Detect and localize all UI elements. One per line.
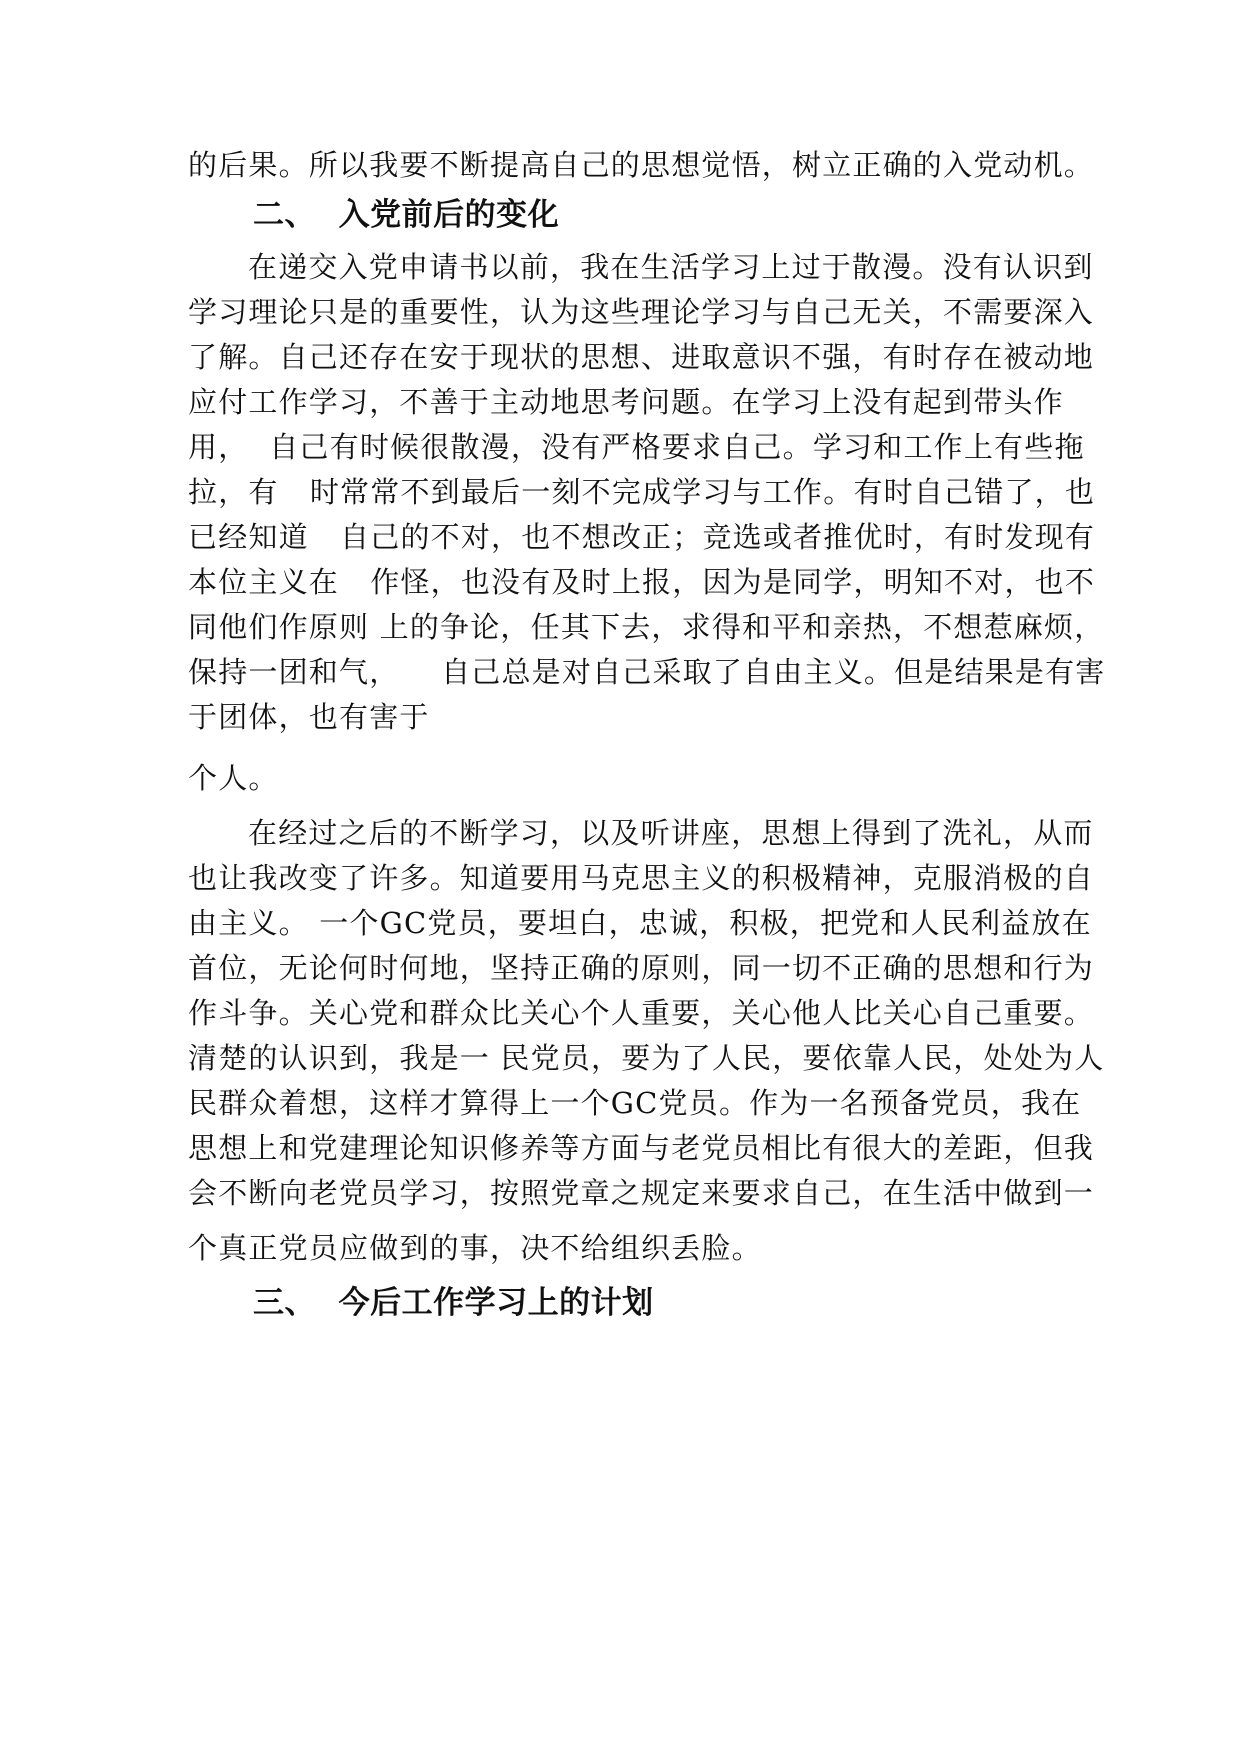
paragraph-line: 也让我改变了许多。知道要用马克思主义的积极精神，克服消极的自	[188, 861, 1095, 895]
paragraph-line: 拉，有 时常常不到最后一刻不完成学习与工作。有时自己错了，也	[188, 475, 1096, 509]
paragraph-line: 于团体，也有害于	[188, 700, 430, 734]
paragraph-line: 的后果。所以我要不断提高自己的思想觉悟，树立正确的入党动机。	[188, 148, 1095, 182]
section-heading-2: 二、 入党前后的变化	[253, 197, 560, 233]
paragraph-line: 个人。	[188, 761, 279, 795]
paragraph-line: 在递交入党申请书以前，我在生活学习上过于散漫。没有认识到	[248, 250, 1094, 284]
paragraph-line: 首位，无论何时何地，坚持正确的原则，同一切不正确的思想和行为	[188, 951, 1095, 985]
paragraph-line: 同他们作原则 上的争论，任其下去，求得和平和亲热，不想惹麻烦，	[188, 610, 1105, 644]
paragraph-line: 由主义。 一个GC党员，要坦白，忠诚，积极，把党和人民利益放在	[188, 906, 1092, 940]
paragraph-line: 已经知道 自己的不对，也不想改正；竞选或者推优时，有时发现有	[188, 520, 1096, 554]
paragraph-line: 在经过之后的不断学习，以及听讲座，思想上得到了洗礼，从而	[248, 816, 1094, 850]
paragraph-line: 本位主义在 作怪，也没有及时上报，因为是同学，明知不对，也不	[188, 565, 1096, 599]
paragraph-line: 保持一团和气， 自己总是对自己采取了自由主义。但是结果是有害	[188, 655, 1106, 689]
paragraph-line: 清楚的认识到，我是一 民党员，要为了人民，要依靠人民，处处为人	[188, 1041, 1105, 1075]
section-heading-3: 三、 今后工作学习上的计划	[253, 1285, 654, 1321]
paragraph-line: 个真正党员应做到的事，决不给组织丢脸。	[188, 1231, 762, 1265]
paragraph-line: 用， 自己有时候很散漫，没有严格要求自己。学习和工作上有些拖	[188, 430, 1085, 464]
paragraph-line: 思想上和党建理论知识修养等方面与老党员相比有很大的差距，但我	[188, 1131, 1095, 1165]
paragraph-line: 会不断向老党员学习，按照党章之规定来要求自己，在生活中做到一	[188, 1176, 1095, 1210]
paragraph-line: 民群众着想，这样才算得上一个GC党员。作为一名预备党员，我在	[188, 1086, 1082, 1120]
paragraph-line: 了解。自己还存在安于现状的思想、进取意识不强，有时存在被动地	[188, 340, 1095, 374]
paragraph-line: 应付工作学习，不善于主动地思考问题。在学习上没有起到带头作	[188, 385, 1064, 419]
paragraph-line: 作斗争。关心党和群众比关心个人重要，关心他人比关心自己重要。	[188, 996, 1095, 1030]
paragraph-line: 学习理论只是的重要性，认为这些理论学习与自己无关，不需要深入	[188, 295, 1095, 329]
